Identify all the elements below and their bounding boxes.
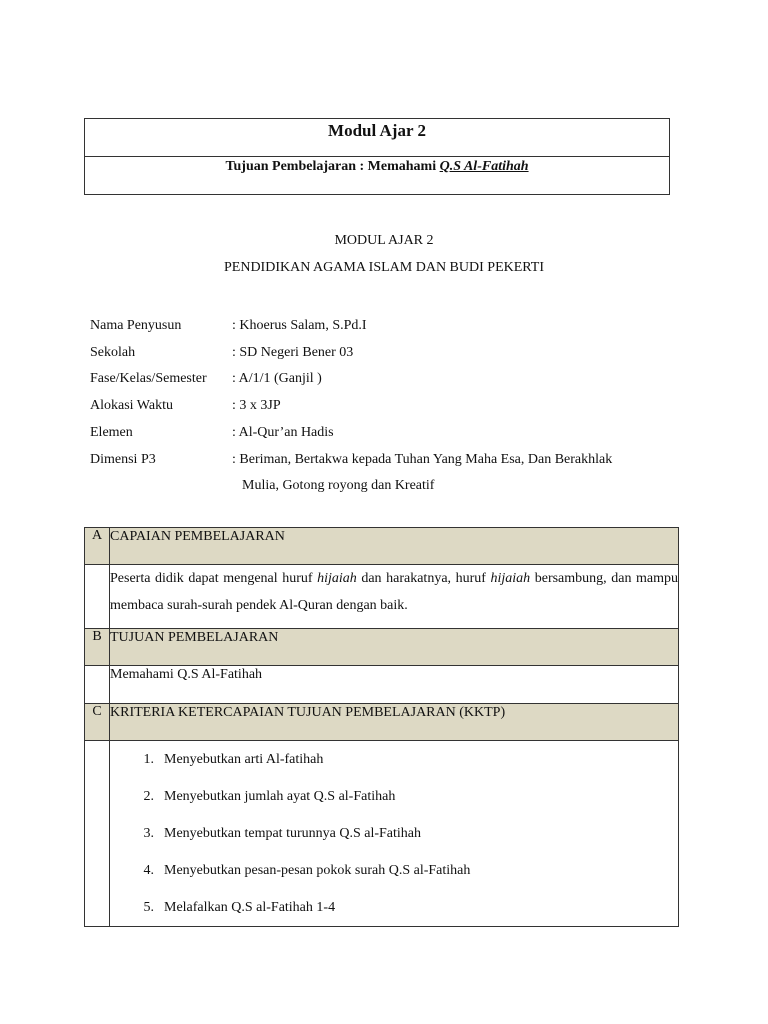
section-letter: A	[85, 528, 110, 565]
info-key: Alokasi Waktu	[90, 398, 173, 414]
section-letter: B	[85, 629, 110, 666]
kktp-list	[110, 741, 678, 926]
list-item: 2. Menyebutkan jumlah ayat Q.S al-Fatihah	[143, 789, 396, 804]
subtitle-prefix: Tujuan Pembelajaran : Memahami	[225, 159, 440, 174]
section-a-body-row	[85, 565, 679, 629]
info-value-continuation: Mulia, Gotong royong dan Kreatif	[242, 478, 435, 494]
section-c-header-row	[85, 704, 679, 741]
section-b-body-row	[85, 666, 679, 704]
info-key: Nama Penyusun	[90, 318, 182, 333]
info-key: Dimensi P3	[90, 451, 156, 467]
section-a-header-row	[85, 528, 679, 565]
info-row-school	[90, 340, 678, 367]
list-item: 5. Melafalkan Q.S al-Fatihah 1-4	[143, 900, 336, 915]
info-key: Sekolah	[90, 344, 136, 360]
section-letter: C	[85, 704, 110, 741]
info-row-phase	[90, 366, 678, 393]
info-row-author	[90, 313, 678, 340]
document-title: Modul Ajar 2	[85, 119, 669, 157]
list-item: 3. Menyebutkan tempat turunnya Q.S al-Fatihah	[143, 826, 421, 841]
info-value: : 3 x 3JP	[232, 398, 281, 414]
info-value: : Beriman, Bertakwa kepada Tuhan Yang Maha Esa, Dan Berakhlak	[232, 451, 613, 467]
info-value: : SD Negeri Bener 03	[232, 344, 354, 360]
info-row-element	[90, 420, 678, 447]
info-row-dimension	[90, 447, 678, 474]
section-title: TUJUAN PEMBELAJARAN	[110, 629, 679, 666]
list-item: 1. Menyebutkan arti Al-fatihah	[143, 752, 324, 767]
subject-heading: PENDIDIKAN AGAMA ISLAM DAN BUDI PEKERTI	[224, 260, 544, 275]
info-key: Fase/Kelas/Semester	[90, 371, 207, 387]
section-b-header-row	[85, 629, 679, 666]
list-item: 4. Menyebutkan pesan-pesan pokok surah Q.S al-Fatihah	[143, 863, 471, 878]
info-row-time	[90, 393, 678, 420]
subtitle-subject: Q.S Al-Fatihah	[439, 159, 529, 174]
identity-info	[90, 313, 678, 500]
info-value: : A/1/1 (Ganjil )	[232, 371, 322, 387]
section-title: CAPAIAN PEMBELAJARAN	[110, 528, 679, 565]
module-heading: MODUL AJAR 2	[334, 233, 434, 248]
info-value: : Khoerus Salam, S.Pd.I	[232, 318, 367, 333]
title-box	[84, 118, 670, 195]
document-subtitle	[85, 157, 669, 194]
info-value: : Al-Qur’an Hadis	[232, 424, 334, 440]
section-c-body-row	[85, 741, 679, 927]
section-title: KRITERIA KETERCAPAIAN TUJUAN PEMBELAJARAN (KKTP)	[110, 704, 679, 741]
section-a-text: Peserta didik dapat mengenal huruf hijaiah dan harakatnya, huruf hijaiah bersambung, dan mampu membaca surah-surah pendek Al-Quran dengan baik.	[110, 565, 679, 629]
section-b-text: Memahami Q.S Al-Fatihah	[110, 666, 679, 704]
info-key: Elemen	[90, 424, 133, 440]
content-table	[84, 527, 679, 927]
